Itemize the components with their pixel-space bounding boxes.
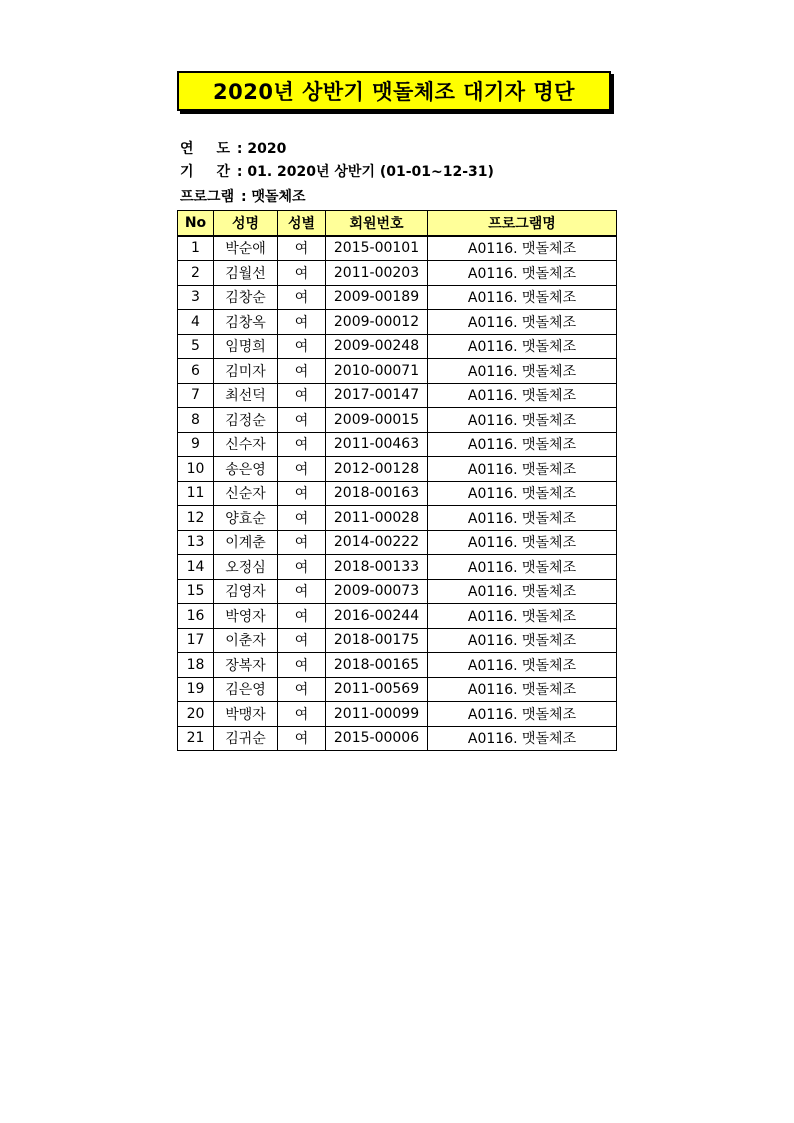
cell-no: 5 xyxy=(178,334,214,359)
cell-name: 김창순 xyxy=(214,285,278,310)
cell-program: A0116. 맷돌체조 xyxy=(428,530,617,555)
cell-member-id: 2018-00163 xyxy=(326,481,428,506)
info-period xyxy=(180,162,494,182)
cell-gender: 여 xyxy=(278,726,326,751)
table-row xyxy=(178,310,617,335)
cell-gender: 여 xyxy=(278,285,326,310)
cell-member-id: 2015-00006 xyxy=(326,726,428,751)
cell-name: 이춘자 xyxy=(214,628,278,653)
cell-member-id: 2014-00222 xyxy=(326,530,428,555)
cell-name: 박맹자 xyxy=(214,702,278,727)
cell-program: A0116. 맷돌체조 xyxy=(428,261,617,286)
info-year-label xyxy=(180,139,230,159)
cell-program: A0116. 맷돌체조 xyxy=(428,653,617,678)
cell-name: 임명희 xyxy=(214,334,278,359)
cell-gender: 여 xyxy=(278,334,326,359)
cell-program: A0116. 맷돌체조 xyxy=(428,555,617,580)
cell-program: A0116. 맷돌체조 xyxy=(428,702,617,727)
cell-gender: 여 xyxy=(278,261,326,286)
info-period-label-char-2: 간 xyxy=(216,164,230,180)
cell-member-id: 2012-00128 xyxy=(326,457,428,482)
cell-no: 12 xyxy=(178,506,214,531)
table-row xyxy=(178,628,617,653)
cell-name: 오정심 xyxy=(214,555,278,580)
cell-no: 18 xyxy=(178,653,214,678)
cell-program: A0116. 맷돌체조 xyxy=(428,628,617,653)
cell-name: 박순애 xyxy=(214,236,278,261)
page-title xyxy=(177,71,611,111)
header-name: 성명 xyxy=(214,211,278,236)
cell-member-id: 2009-00189 xyxy=(326,285,428,310)
table-row xyxy=(178,653,617,678)
cell-program: A0116. 맷돌체조 xyxy=(428,457,617,482)
cell-gender: 여 xyxy=(278,383,326,408)
cell-gender: 여 xyxy=(278,359,326,384)
cell-name: 김월선 xyxy=(214,261,278,286)
cell-no: 13 xyxy=(178,530,214,555)
table-row xyxy=(178,432,617,457)
cell-program: A0116. 맷돌체조 xyxy=(428,359,617,384)
cell-name: 김창옥 xyxy=(214,310,278,335)
cell-member-id: 2009-00248 xyxy=(326,334,428,359)
cell-name: 김귀순 xyxy=(214,726,278,751)
cell-no: 17 xyxy=(178,628,214,653)
cell-member-id: 2015-00101 xyxy=(326,236,428,261)
table-row xyxy=(178,236,617,261)
cell-program: A0116. 맷돌체조 xyxy=(428,236,617,261)
cell-program: A0116. 맷돌체조 xyxy=(428,285,617,310)
cell-program: A0116. 맷돌체조 xyxy=(428,383,617,408)
cell-no: 19 xyxy=(178,677,214,702)
info-year-value: 2020 xyxy=(247,141,287,157)
table-row xyxy=(178,359,617,384)
cell-no: 21 xyxy=(178,726,214,751)
cell-no: 6 xyxy=(178,359,214,384)
header-member-id: 회원번호 xyxy=(326,211,428,236)
table-row xyxy=(178,555,617,580)
cell-no: 14 xyxy=(178,555,214,580)
info-program-colon: : xyxy=(240,189,247,205)
cell-gender: 여 xyxy=(278,310,326,335)
cell-no: 11 xyxy=(178,481,214,506)
header-program: 프로그램명 xyxy=(428,211,617,236)
info-period-label-char-1: 기 xyxy=(180,164,194,180)
cell-gender: 여 xyxy=(278,408,326,433)
cell-gender: 여 xyxy=(278,579,326,604)
cell-program: A0116. 맷돌체조 xyxy=(428,481,617,506)
info-program-label: 프로그램 xyxy=(180,189,235,205)
cell-member-id: 2011-00203 xyxy=(326,261,428,286)
table-row xyxy=(178,481,617,506)
cell-no: 7 xyxy=(178,383,214,408)
cell-name: 김영자 xyxy=(214,579,278,604)
table-body xyxy=(178,236,617,751)
cell-gender: 여 xyxy=(278,677,326,702)
cell-name: 양효순 xyxy=(214,506,278,531)
cell-member-id: 2011-00028 xyxy=(326,506,428,531)
page-title-text: 2020년 상반기 맷돌체조 대기자 명단 xyxy=(213,80,575,104)
cell-gender: 여 xyxy=(278,555,326,580)
cell-gender: 여 xyxy=(278,506,326,531)
info-year-label-char-2: 도 xyxy=(216,141,230,157)
info-year-colon: : xyxy=(236,141,243,157)
cell-name: 이계춘 xyxy=(214,530,278,555)
cell-member-id: 2018-00175 xyxy=(326,628,428,653)
cell-name: 송은영 xyxy=(214,457,278,482)
cell-gender: 여 xyxy=(278,457,326,482)
cell-member-id: 2016-00244 xyxy=(326,604,428,629)
table-row xyxy=(178,334,617,359)
info-period-colon: : xyxy=(236,164,243,180)
table-row xyxy=(178,457,617,482)
cell-program: A0116. 맷돌체조 xyxy=(428,726,617,751)
table-header-row xyxy=(178,211,617,236)
cell-member-id: 2018-00133 xyxy=(326,555,428,580)
cell-no: 4 xyxy=(178,310,214,335)
cell-name: 최선덕 xyxy=(214,383,278,408)
cell-gender: 여 xyxy=(278,628,326,653)
cell-no: 20 xyxy=(178,702,214,727)
cell-program: A0116. 맷돌체조 xyxy=(428,506,617,531)
table-row xyxy=(178,506,617,531)
cell-program: A0116. 맷돌체조 xyxy=(428,334,617,359)
cell-gender: 여 xyxy=(278,432,326,457)
cell-member-id: 2009-00073 xyxy=(326,579,428,604)
table-row xyxy=(178,408,617,433)
cell-member-id: 2018-00165 xyxy=(326,653,428,678)
cell-no: 16 xyxy=(178,604,214,629)
cell-member-id: 2011-00099 xyxy=(326,702,428,727)
table-row xyxy=(178,261,617,286)
cell-program: A0116. 맷돌체조 xyxy=(428,432,617,457)
info-period-label xyxy=(180,162,230,182)
cell-program: A0116. 맷돌체조 xyxy=(428,408,617,433)
info-year xyxy=(180,139,286,159)
cell-member-id: 2010-00071 xyxy=(326,359,428,384)
cell-name: 김정순 xyxy=(214,408,278,433)
table-row xyxy=(178,383,617,408)
info-year-label-char-1: 연 xyxy=(180,141,194,157)
cell-member-id: 2009-00012 xyxy=(326,310,428,335)
cell-no: 3 xyxy=(178,285,214,310)
cell-member-id: 2011-00463 xyxy=(326,432,428,457)
cell-program: A0116. 맷돌체조 xyxy=(428,310,617,335)
table-row xyxy=(178,726,617,751)
table-row xyxy=(178,677,617,702)
cell-member-id: 2011-00569 xyxy=(326,677,428,702)
cell-gender: 여 xyxy=(278,236,326,261)
cell-name: 신수자 xyxy=(214,432,278,457)
cell-no: 10 xyxy=(178,457,214,482)
info-program-value: 맷돌체조 xyxy=(251,189,306,205)
cell-no: 15 xyxy=(178,579,214,604)
waitlist-table xyxy=(177,210,617,751)
header-gender: 성별 xyxy=(278,211,326,236)
cell-name: 박영자 xyxy=(214,604,278,629)
header-no: No xyxy=(178,211,214,236)
cell-gender: 여 xyxy=(278,702,326,727)
table-row xyxy=(178,285,617,310)
table-row xyxy=(178,530,617,555)
cell-no: 1 xyxy=(178,236,214,261)
cell-name: 김미자 xyxy=(214,359,278,384)
table-row xyxy=(178,604,617,629)
cell-no: 2 xyxy=(178,261,214,286)
cell-program: A0116. 맷돌체조 xyxy=(428,579,617,604)
info-period-value: 01. 2020년 상반기 (01-01~12-31) xyxy=(247,164,494,180)
cell-name: 장복자 xyxy=(214,653,278,678)
cell-name: 김은영 xyxy=(214,677,278,702)
cell-gender: 여 xyxy=(278,530,326,555)
cell-member-id: 2017-00147 xyxy=(326,383,428,408)
cell-no: 8 xyxy=(178,408,214,433)
cell-gender: 여 xyxy=(278,604,326,629)
cell-name: 신순자 xyxy=(214,481,278,506)
cell-gender: 여 xyxy=(278,653,326,678)
cell-program: A0116. 맷돌체조 xyxy=(428,677,617,702)
table-row xyxy=(178,579,617,604)
cell-program: A0116. 맷돌체조 xyxy=(428,604,617,629)
info-program xyxy=(180,187,306,207)
cell-member-id: 2009-00015 xyxy=(326,408,428,433)
cell-no: 9 xyxy=(178,432,214,457)
cell-gender: 여 xyxy=(278,481,326,506)
table-row xyxy=(178,702,617,727)
